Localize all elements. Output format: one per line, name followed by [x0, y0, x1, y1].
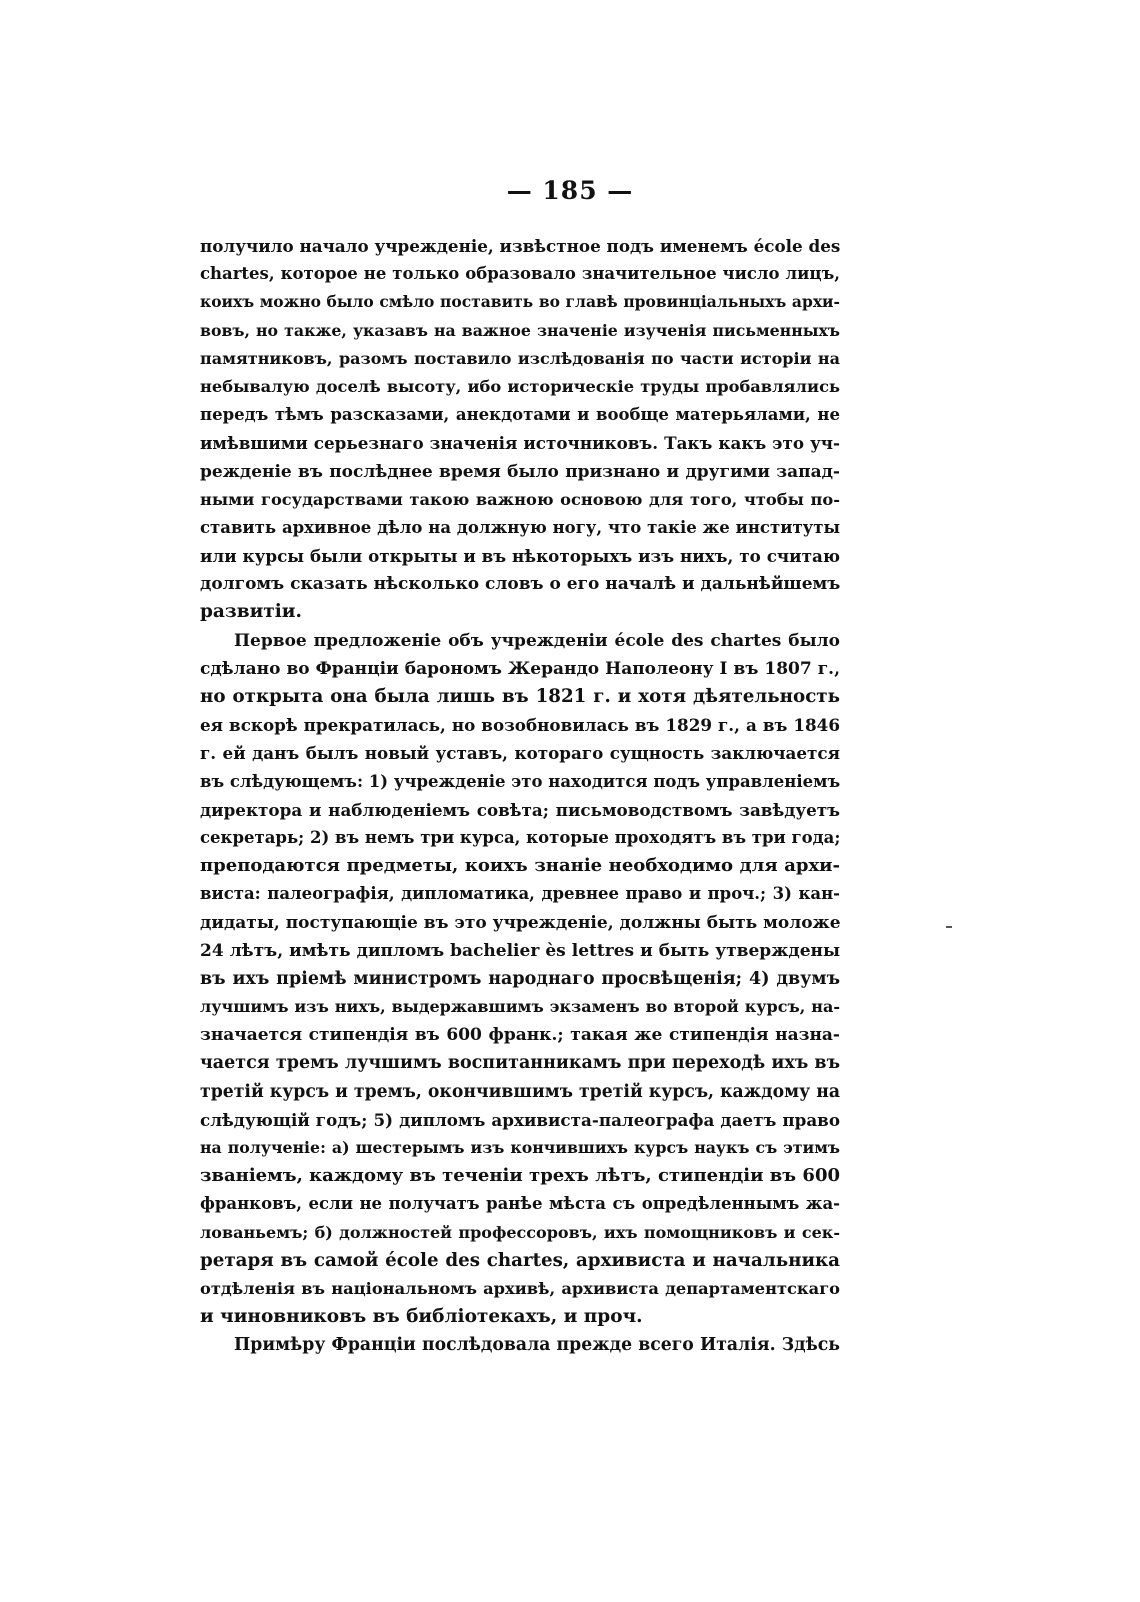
text-line: значается стипендія въ 600 франк.; такая же стипендія назна- [200, 1025, 840, 1046]
text-line: или курсы были открыты и въ нѣкоторыхъ изъ нихъ, то считаю [200, 546, 840, 567]
text-line: преподаются предметы, коихъ знаніе необходимо для архи- [200, 855, 840, 877]
text-line: режденіе въ послѣднее время было признано и другими запад- [200, 461, 840, 482]
text-line: 24 лѣтъ, имѣть дипломъ bachelier ès lettres и быть утверждены [200, 940, 840, 961]
text-line: на полученіе: а) шестерымъ изъ кончившихъ курсъ наукъ съ этимъ [200, 1138, 840, 1157]
paragraph [200, 1331, 840, 1359]
text-line: развитіи. [200, 601, 302, 623]
text-line: памятниковъ, разомъ поставило изслѣдованія по части исторіи на [200, 348, 840, 368]
text-line: получило начало учрежденіе, извѣстное подъ именемъ école des [200, 236, 841, 256]
text-line: вовъ, но также, указавъ на важное значеніе изученія письменныхъ [200, 320, 840, 340]
text-line: секретарь; 2) въ немъ три курса, которые проходятъ въ три года; [200, 827, 841, 847]
text-line: chartes, которое не только образовало значительное число лицъ, [200, 264, 840, 284]
text-line: третій курсъ и тремъ, окончившимъ третій курсъ, каждому на [200, 1081, 840, 1102]
text-line: ставить архивное дѣло на должную ногу, что такіе же институты [200, 517, 840, 537]
text-line: дидаты, поступающіе въ это учрежденіе, должны быть моложе [200, 912, 841, 933]
text-line: небывалую доселѣ высоту, ибо историческіе труды пробавлялись [200, 376, 840, 396]
text-line: сдѣлано во Франціи барономъ Жерандо Наполеону I въ 1807 г., [200, 658, 840, 679]
text-line: званіемъ, каждому въ теченіи трехъ лѣтъ, стипендіи въ 600 [200, 1165, 840, 1187]
text-line: Первое предложеніе объ учрежденіи école des chartes было [234, 630, 840, 651]
text-line: коихъ можно было смѣло поставить во главѣ провинціальныхъ архи- [200, 292, 840, 312]
text-line: виста: палеографія, дипломатика, древнее право и проч.; 3) кан- [200, 884, 840, 904]
text-line: лованьемъ; б) должностей профессоровъ, ихъ помощниковъ и сек- [200, 1222, 840, 1242]
text-line: ными государствами такою важною основою для того, чтобы по- [200, 489, 840, 509]
text-line: Примѣру Франціи послѣдовала прежде всего Италія. Здѣсь [234, 1335, 840, 1356]
scan-speck [946, 926, 952, 928]
text-line: но открыта она была лишь въ 1821 г. и хотя дѣятельность [200, 686, 840, 707]
text-line: имѣвшими серьезнаго значенія источниковъ. Такъ какъ это уч- [200, 433, 840, 454]
text-line: ея вскорѣ прекратилась, но возобновилась въ 1829 г., а въ 1846 [200, 715, 840, 736]
text-line: передъ тѣмъ разсказами, анекдотами и вообще матерьялами, не [200, 405, 840, 425]
text-line: франковъ, если не получатъ ранѣе мѣста съ опредѣленнымъ жа- [200, 1194, 840, 1214]
body-text [200, 232, 840, 1360]
text-line: отдѣленія въ національномъ архивѣ, архивиста департаментскаго [200, 1278, 840, 1298]
text-line: г. ей данъ былъ новый уставъ, котораго сущность заключается [200, 743, 840, 764]
text-line: чается тремъ лучшимъ воспитанникамъ при переходѣ ихъ въ [200, 1053, 840, 1074]
paragraph [200, 232, 840, 627]
text-line: слѣдующій годъ; 5) дипломъ архивиста-палеографа даетъ право [200, 1109, 840, 1130]
text-line: ретаря въ самой école des chartes, архивиста и начальника [200, 1249, 840, 1271]
text-line: долгомъ сказать нѣсколько словъ о его началѣ и дальнѣйшемъ [200, 574, 841, 595]
text-line: въ ихъ пріемѣ министромъ народнаго просвѣщенія; 4) двумъ [200, 968, 840, 989]
text-line: въ слѣдующемъ: 1) учрежденіе это находится подъ управленіемъ [200, 771, 841, 791]
paragraph [200, 627, 840, 1332]
text-line: и чиновниковъ въ библіотекахъ, и проч. [200, 1306, 643, 1328]
text-line: лучшимъ изъ нихъ, выдержавшимъ экзаменъ во второй курсъ, на- [200, 997, 840, 1017]
page-number: — 185 — [506, 176, 634, 205]
text-line: директора и наблюденіемъ совѣта; письмоводствомъ завѣдуетъ [200, 799, 840, 820]
